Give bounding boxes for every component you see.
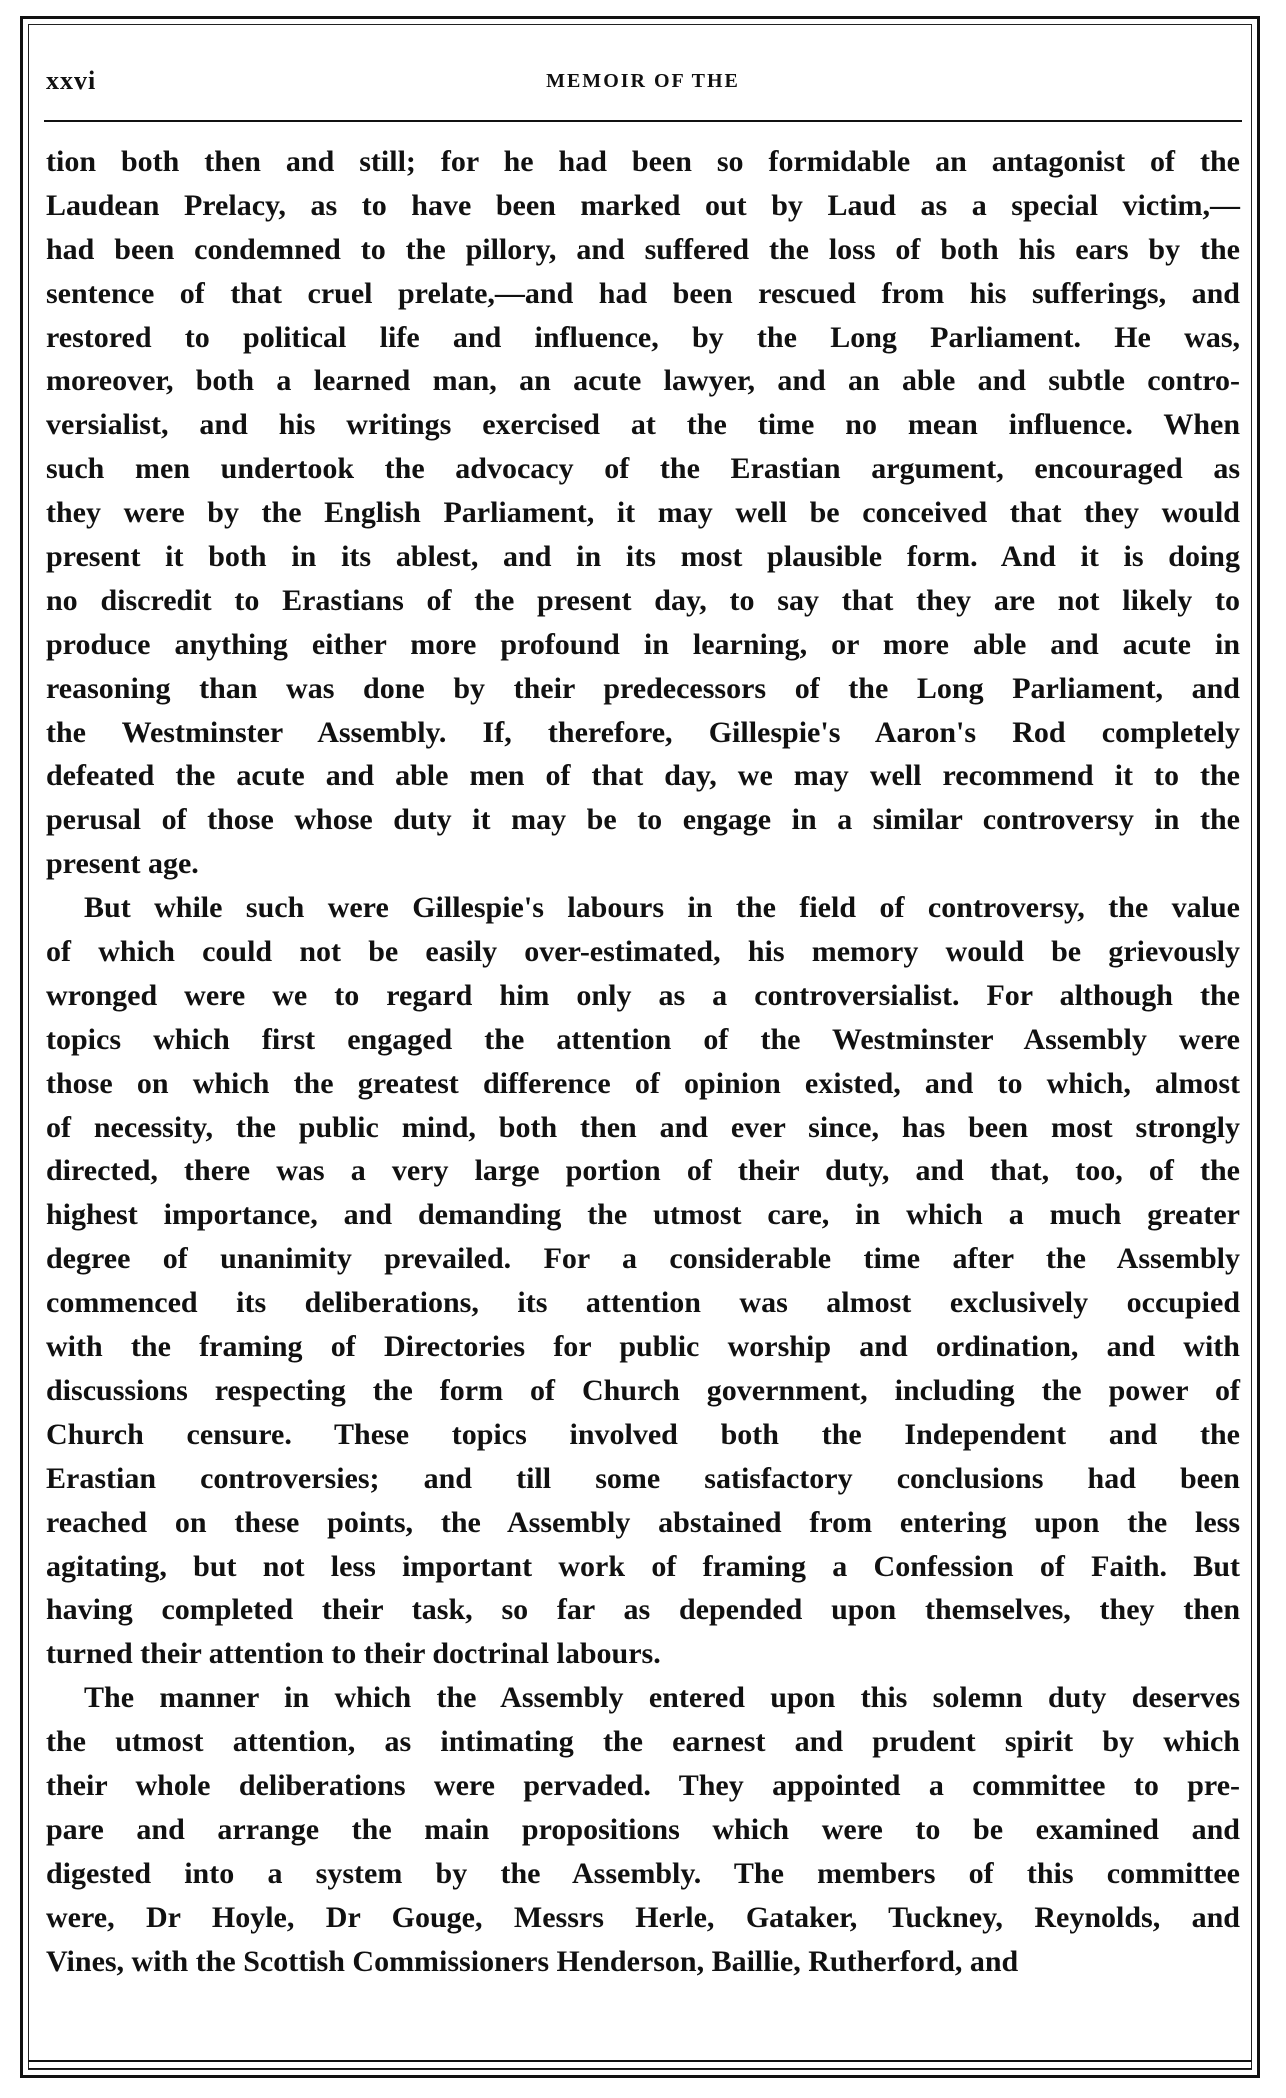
text-line: such men undertook the advocacy of the Erastian argument, encouraged as: [46, 452, 1240, 486]
text-line: directed, there was a very large portion of their duty, and that, too, of the: [46, 1154, 1240, 1188]
page-number: xxvi: [46, 66, 97, 95]
paragraph: [46, 886, 1240, 1676]
text-line: present it both in its ablest, and in its most plausible form. And it is doing: [46, 540, 1240, 574]
text-line: turned their attention to their doctrinal labours.: [46, 1637, 661, 1671]
text-line: discussions respecting the form of Church government, including the power of: [46, 1373, 1240, 1407]
text-line: the Westminster Assembly. If, therefore, Gillespie's Aaron's Rod completely: [46, 715, 1240, 749]
text-line: topics which first engaged the attention of the Westminster Assembly were: [46, 1022, 1240, 1056]
text-line: had been condemned to the pillory, and suffered the loss of both his ears by the: [46, 232, 1240, 266]
text-line: digested into a system by the Assembly. The members of this committee: [46, 1856, 1240, 1890]
paragraph: [46, 1676, 1240, 1983]
text-line: But while such were Gillespie's labours in the field of controversy, the value: [84, 891, 1240, 925]
text-line: highest importance, and demanding the utmost care, in which a much greater: [46, 1198, 1240, 1232]
text-line: of necessity, the public mind, both then and ever since, has been most strongly: [46, 1110, 1240, 1144]
text-line: degree of unanimity prevailed. For a considerable time after the Assembly: [46, 1242, 1240, 1276]
text-line: their whole deliberations were pervaded. They appointed a committee to pre-: [46, 1768, 1240, 1802]
text-line: tion both then and still; for he had been so formidable an antagonist of the: [46, 145, 1240, 178]
text-line: those on which the greatest difference of opinion existed, and to which, almost: [46, 1066, 1240, 1100]
text-line: Vines, with the Scottish Commissioners Henderson, Baillie, Rutherford, and: [46, 1944, 1019, 1978]
text-line: agitating, but not less important work of framing a Confession of Faith. But: [46, 1549, 1240, 1583]
text-line: no discredit to Erastians of the present day, to say that they are not likely to: [46, 583, 1240, 617]
text-line: restored to political life and influence, by the Long Parliament. He was,: [46, 320, 1240, 354]
bottom-rule-thin: [28, 2068, 1252, 2069]
text-line: present age.: [46, 847, 199, 881]
running-title: MEMOIR OF THE: [546, 70, 740, 92]
header-rule: [44, 120, 1242, 122]
page-header: [46, 58, 1240, 108]
body-text: [46, 140, 1240, 1983]
text-line: reached on these points, the Assembly abstained from entering upon the less: [46, 1505, 1240, 1539]
text-line: commenced its deliberations, its attention was almost exclusively occupied: [46, 1286, 1240, 1320]
text-line: versialist, and his writings exercised at the time no mean influence. When: [46, 408, 1240, 442]
text-line: wronged were we to regard him only as a controversialist. For although the: [46, 978, 1240, 1012]
text-line: pare and arrange the main propositions which were to be examined and: [46, 1812, 1240, 1846]
text-line: of which could not be easily over-estimated, his memory would be grievously: [46, 935, 1240, 969]
text-line: Laudean Prelacy, as to have been marked out by Laud as a special victim,—: [46, 188, 1240, 222]
text-line: having completed their task, so far as depended upon themselves, they then: [46, 1593, 1240, 1627]
text-line: with the framing of Directories for public worship and ordination, and with: [46, 1330, 1240, 1364]
text-line: Erastian controversies; and till some satisfactory conclusions had been: [46, 1461, 1240, 1495]
text-line: perusal of those whose duty it may be to engage in a similar controversy in the: [46, 803, 1240, 837]
text-line: Church censure. These topics involved both the Independent and the: [46, 1417, 1240, 1451]
text-line: were, Dr Hoyle, Dr Gouge, Messrs Herle, Gataker, Tuckney, Reynolds, and: [46, 1900, 1240, 1934]
bottom-rule: [28, 2060, 1252, 2062]
text-line: The manner in which the Assembly entered upon this solemn duty deserves: [84, 1681, 1240, 1715]
text-line: moreover, both a learned man, an acute lawyer, and an able and subtle contro-: [46, 364, 1240, 398]
text-line: produce anything either more profound in learning, or more able and acute in: [46, 627, 1240, 661]
text-line: sentence of that cruel prelate,—and had been rescued from his sufferings, and: [46, 276, 1240, 310]
text-line: they were by the English Parliament, it may well be conceived that they would: [46, 496, 1240, 530]
text-line: reasoning than was done by their predecessors of the Long Parliament, and: [46, 671, 1240, 705]
text-line: defeated the acute and able men of that day, we may well recommend it to the: [46, 759, 1240, 793]
text-line: the utmost attention, as intimating the earnest and prudent spirit by which: [46, 1725, 1240, 1759]
paragraph: [46, 140, 1240, 886]
